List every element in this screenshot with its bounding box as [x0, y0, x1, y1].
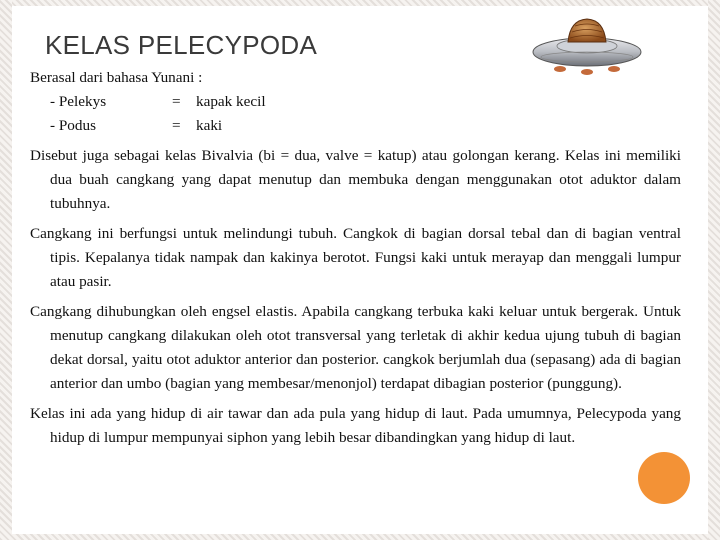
etymology-row [30, 90, 681, 114]
etymology-term: - Podus [50, 117, 96, 134]
slide-border-bottom [0, 534, 720, 540]
paragraph-hinge: Cangkang dihubungkan oleh engsel elastis. Apabila cangkang terbuka kaki keluar untuk bergerak. Untuk menutup cangkang dilakukan oleh otot transversal yang terletak di akhir kedua ujung tubuh di bagian dekat dorsal, yaitu otot aduktor anterior dan posterior. cangkok berjumlah dua (sepasang) ada di bagian anterior dan umbo (bagian yang membesar/menonjol) terdapat dibagian posterior (punggung). [30, 303, 681, 392]
etymology-meaning: kapak kecil [196, 93, 266, 110]
slide-border-right [708, 0, 720, 540]
etymology-term: - Pelekys [50, 93, 107, 110]
paragraph-shell-function: Cangkang ini berfungsi untuk melindungi tubuh. Cangkok di bagian dorsal tebal dan di bagian ventral tipis. Kepalanya tidak nampak dan kakinya berotot. Fungsi kaki untuk merayap dan menggali lumpur atau pasir. [30, 225, 681, 290]
intro-text: Berasal dari bahasa Yunani : [30, 69, 203, 86]
slide-title: KELAS PELECYPODA [45, 30, 318, 60]
slide-border-top [0, 0, 720, 6]
decorative-circle [638, 452, 690, 504]
etymology-meaning: kaki [196, 117, 223, 134]
paragraph-habitat: Kelas ini ada yang hidup di air tawar dan ada pula yang hidup di laut. Pada umumnya, Pelecypoda yang hidup di lumpur mempunyai siphon yang lebih besar dibandingkan yang hidup di laut. [30, 405, 681, 446]
slide-body [30, 66, 681, 450]
slide-border-left [0, 0, 12, 540]
etymology-equals: = [172, 117, 181, 134]
etymology-equals: = [172, 93, 181, 110]
paragraph-bivalvia: Disebut juga sebagai kelas Bivalvia (bi = dua, valve = katup) atau golongan kerang. Kelas ini memiliki dua buah cangkang yang dapat menutup dan membuka dengan menggunakan otot aduktor dalam tubuhnya. [30, 147, 681, 212]
etymology-row [30, 114, 681, 138]
